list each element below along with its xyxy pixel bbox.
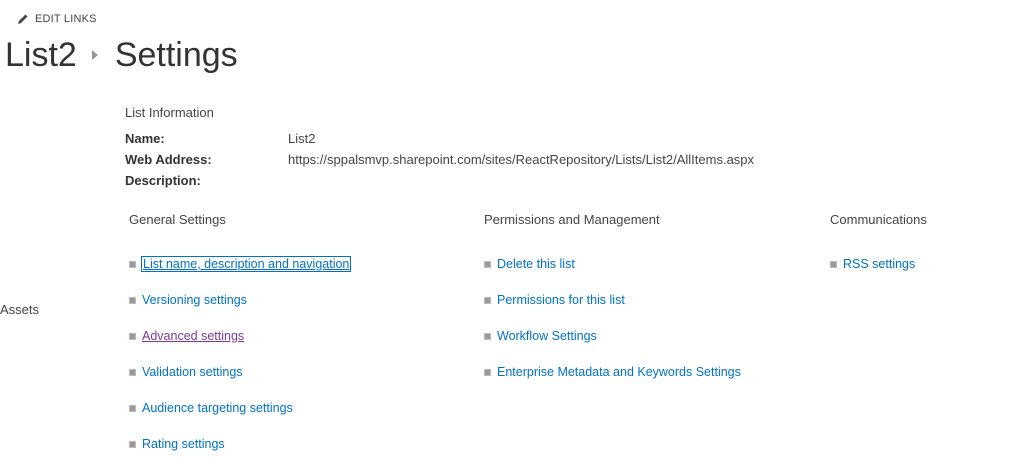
edit-links-label: EDIT LINKS — [35, 13, 97, 25]
info-row-web-address — [125, 149, 754, 170]
info-value: https://sppalsmvp.sharepoint.com/sites/ReactRepository/Lists/List2/AllItems.aspx — [288, 152, 755, 167]
list-item — [830, 246, 927, 282]
link-audience-targeting-settings[interactable]: Audience targeting settings — [142, 401, 293, 415]
list-information-heading: List Information — [125, 105, 214, 120]
list-item — [484, 318, 741, 354]
pencil-icon — [17, 13, 29, 25]
link-list-name-description-navigation[interactable]: List name, description and navigation — [143, 257, 350, 271]
link-advanced-settings[interactable]: Advanced settings — [142, 329, 245, 343]
page-title — [5, 30, 238, 80]
square-bullet-icon — [484, 261, 491, 268]
general-settings-section — [129, 212, 350, 464]
communications-links — [830, 246, 927, 282]
info-row-description — [125, 170, 754, 191]
info-label: Name: — [125, 131, 165, 146]
breadcrumb-current-page: Settings — [114, 36, 238, 74]
info-value: List2 — [288, 131, 316, 146]
info-row-name — [125, 128, 754, 149]
list-item — [129, 426, 350, 462]
permissions-links — [484, 246, 741, 390]
list-item — [129, 354, 350, 390]
info-label: Description: — [125, 173, 201, 188]
list-item — [129, 318, 350, 354]
edit-links-button[interactable] — [17, 13, 97, 25]
square-bullet-icon — [484, 333, 491, 340]
link-permissions-for-this-list[interactable]: Permissions for this list — [497, 293, 625, 307]
info-label: Web Address: — [125, 152, 212, 167]
list-item — [484, 282, 741, 318]
list-item — [484, 354, 741, 390]
list-item — [484, 246, 741, 282]
link-enterprise-metadata-keywords[interactable]: Enterprise Metadata and Keywords Settings — [497, 365, 741, 379]
link-validation-settings[interactable]: Validation settings — [142, 365, 243, 379]
section-heading: Communications — [830, 212, 927, 227]
link-versioning-settings[interactable]: Versioning settings — [142, 293, 247, 307]
side-nav-item-assets[interactable]: Assets — [0, 302, 40, 317]
communications-section — [830, 212, 927, 291]
link-workflow-settings[interactable]: Workflow Settings — [497, 329, 597, 343]
section-heading: General Settings — [129, 212, 226, 227]
side-navigation — [0, 302, 39, 317]
list-item — [129, 390, 350, 426]
link-delete-this-list[interactable]: Delete this list — [497, 257, 575, 271]
square-bullet-icon — [830, 261, 837, 268]
square-bullet-icon — [484, 369, 491, 376]
square-bullet-icon — [484, 297, 491, 304]
square-bullet-icon — [129, 297, 136, 304]
square-bullet-icon — [129, 261, 136, 268]
list-information — [125, 105, 754, 191]
list-item — [129, 246, 350, 282]
permissions-management-section — [484, 212, 741, 399]
square-bullet-icon — [129, 441, 136, 448]
link-rating-settings[interactable]: Rating settings — [142, 437, 225, 451]
square-bullet-icon — [129, 333, 136, 340]
list-item — [129, 282, 350, 318]
chevron-right-icon — [91, 50, 99, 60]
general-settings-links — [129, 246, 350, 462]
section-heading: Permissions and Management — [484, 212, 660, 227]
breadcrumb-list-link[interactable]: List2 — [5, 36, 77, 74]
link-rss-settings[interactable]: RSS settings — [843, 257, 916, 271]
square-bullet-icon — [129, 405, 136, 412]
square-bullet-icon — [129, 369, 136, 376]
